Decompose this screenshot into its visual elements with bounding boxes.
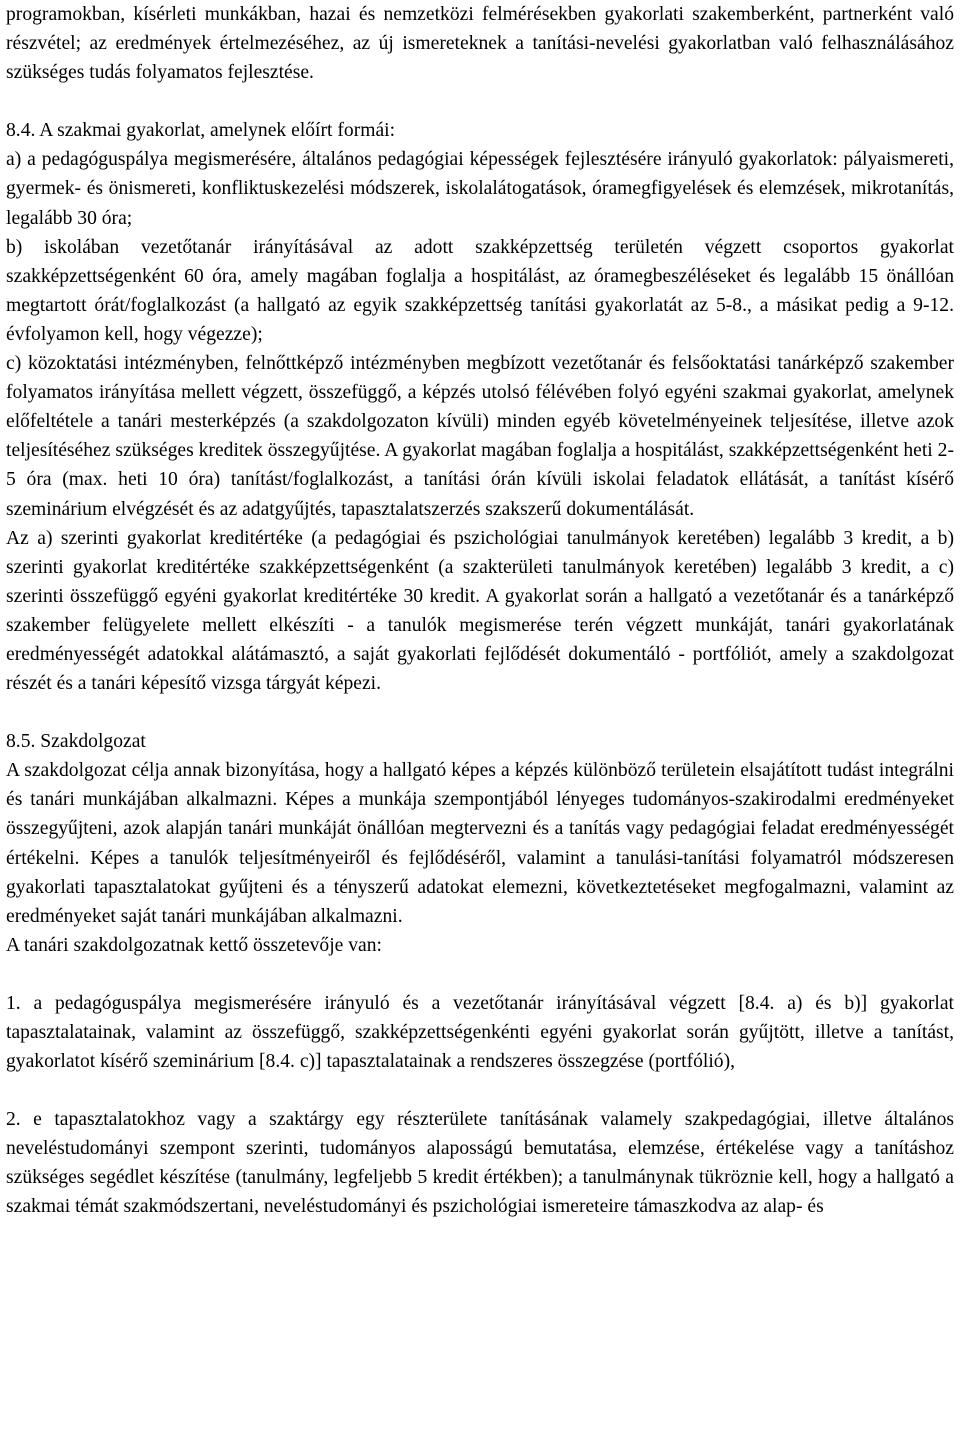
spacer — [6, 1076, 954, 1105]
spacer — [6, 698, 954, 727]
credits-paragraph: Az a) szerinti gyakorlat kreditértéke (a pedagógiai és pszichológiai tanulmányok keretében) legalább 3 kredit, a b) szerinti gyakorlat kreditértéke szakképzettségenként (a szakterületi tanulmányok keretében) legalább 3 kredit, a c) szerinti összefüggő egyéni gyakorlat kreditértéke 30 kredit. A gyakorlat során a hallgató a vezetőtanár és a tanárképző szakember felügyelete mellett elkészíti - a tanulók megismerése terén végzett munkáját, tanári gyakorlatának eredményességét adatokkal alátámasztó, a saját gyakorlati fejlődését dokumentáló - portfóliót, amely a szakdolgozat részét és a tanári képesítő vizsga tárgyát képezi. — [6, 527, 954, 695]
spacer — [6, 960, 954, 989]
spacer — [6, 87, 954, 116]
practice-item-c: c) közoktatási intézményben, felnőttképző intézményben megbízott vezetőtanár és felsőoktatási tanárképző szakember folyamatos irányítása mellett végzett, összefüggő, a képzés utolsó félévében folyó egyéni szakmai gyakorlat, amelynek előfeltétele a tanári mesterképzés (a szakdolgozaton kívüli) minden egyéb követelményeinek teljesítése, illetve azok teljesítéséhez szükséges kreditek összegyűjtése. A gyakorlat magában foglalja a hospitálást, szakképzettségenként heti 2-5 óra (max. heti 10 óra) tanítást/foglalkozást, a tanítási órán kívüli iskolai feladatok ellátását, a tanítást kísérő szeminárium elvégzését és az adatgyűjtés, tapasztalatszerzés szakszerű dokumentálását. — [6, 353, 954, 520]
practice-item-b: b) iskolában vezetőtanár irányításával az adott szakképzettség területén végzett csoportos gyakorlat szakképzettségenként 60 óra, amely magában foglalja a hospitálást, az óramegbeszéléseket és legalább 15 önállóan megtartott órát/foglalkozást (a hallgató az egyik szakképzettség tanítási gyakorlatát az 5-8., a másikat pedig a 9-12. évfolyamon kell, hogy végezze); — [6, 236, 954, 345]
section-8-4-heading: 8.4. A szakmai gyakorlat, amelynek előírt formái: — [6, 120, 396, 142]
section-8-5-heading: 8.5. Szakdolgozat — [6, 731, 146, 753]
document-page — [6, 0, 954, 1222]
thesis-components-intro: A tanári szakdolgozatnak kettő összetevője van: — [6, 934, 382, 956]
thesis-component-1: 1. a pedagóguspálya megismerésére irányuló és a vezetőtanár irányításával végzett [8.4. a) és b)] gyakorlat tapasztalatainak, valamint az összefüggő, szakképzettségenkénti egyéni gyakorlat során gyűjtött, illetve a tanítást, gyakorlatot kísérő szeminárium [8.4. c)] tapasztalatainak a rendszeres összegzése (portfólió), — [6, 992, 954, 1073]
thesis-paragraph: A szakdolgozat célja annak bizonyítása, hogy a hallgató képes a képzés különböző területein elsajátított tudást integrálni és tanári munkájában alkalmazni. Képes a munkája szempontjából lényeges tudományos-szakirodalmi eredményeket összegyűjteni, azok alapján tanári munkáját önállóan megtervezni és a tanítás vagy pedagógiai feladat eredményességét értékelni. Képes a tanulók teljesítményeiről és fejlődéséről, valamint a tanulási-tanítási folyamatról módszeresen gyakorlati tapasztalatokat gyűjteni és a tényszerű adatokat elemezni, következtetéseket megfogalmazni, valamint az eredményeket saját tanári munkájában alkalmazni. — [6, 760, 954, 927]
practice-item-a: a) a pedagóguspálya megismerésére, általános pedagógiai képességek fejlesztésére irányuló gyakorlatok: pályaismereti, gyermek- és önismereti, konfliktuskezelési módszerek, iskolalátogatások, óramegfigyelések és elemzések, mikrotanítás, legalább 30 óra; — [6, 149, 954, 229]
thesis-component-2: 2. e tapasztalatokhoz vagy a szaktárgy egy részterülete tanításának valamely szakpedagógiai, illetve általános neveléstudományi szempont szerinti, tudományos alaposságú bemutatása, elemzése, értékelése vagy a tanításhoz szükséges segédlet készítése (tanulmány, legfeljebb 5 kredit értékben); a tanulmánynak tükröznie kell, hogy a hallgató a szakmai témát szakmódszertani, neveléstudományi és pszichológiai ismereteire támaszkodva az alap- és — [6, 1109, 954, 1218]
intro-paragraph: programokban, kísérleti munkákban, hazai és nemzetközi felmérésekben gyakorlati szakemberként, partnerként való részvétel; az eredmények értelmezéséhez, az új ismereteknek a tanítási-nevelési gyakorlatban való felhasználásához szükséges tudás folyamatos fejlesztése. — [6, 4, 954, 84]
